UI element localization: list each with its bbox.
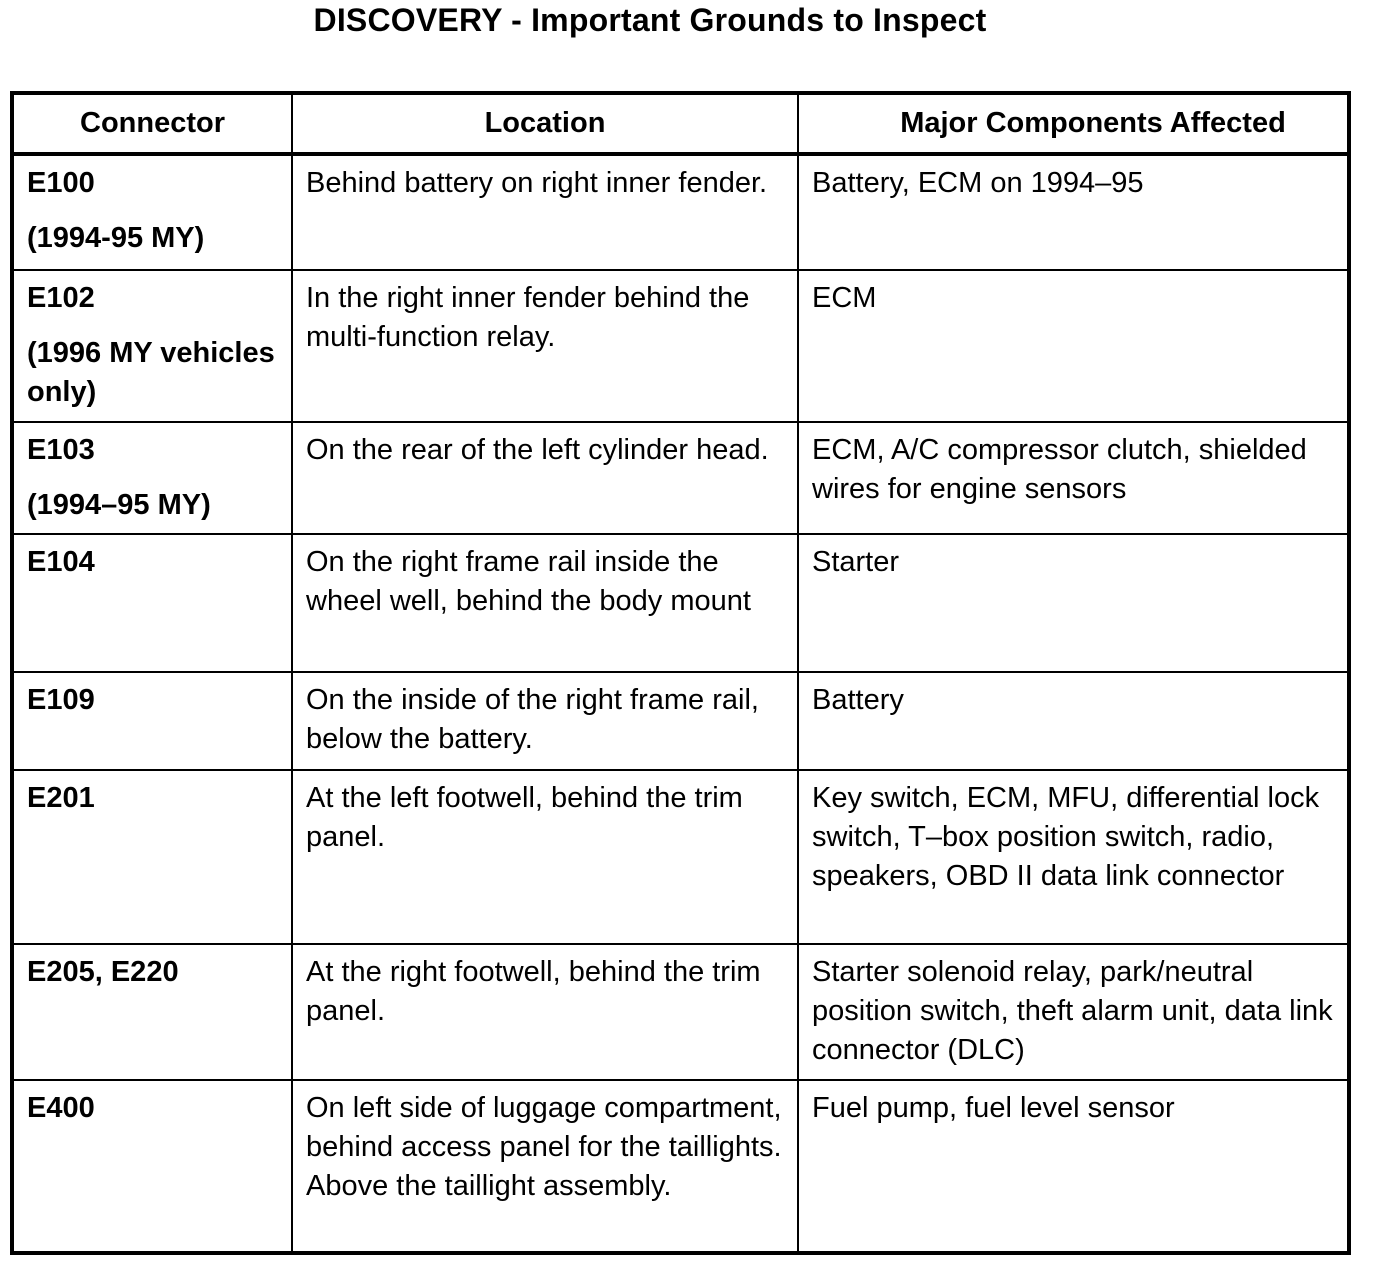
- connector-id: E400: [27, 1092, 95, 1124]
- table-row: [12, 770, 1349, 944]
- connector-cell: [12, 534, 292, 672]
- connector-note: (1996 MY vehicles only): [27, 337, 275, 408]
- connector-id: E205, E220: [27, 956, 179, 988]
- table-row: [12, 270, 1349, 422]
- header-components: Major Components Affected: [798, 93, 1349, 154]
- table-row: [12, 1080, 1349, 1253]
- components-cell: Starter: [798, 534, 1349, 672]
- table-row: [12, 672, 1349, 770]
- components-cell: ECM, A/C compressor clutch, shielded wires for engine sensors: [798, 422, 1349, 534]
- components-cell: Battery, ECM on 1994–95: [798, 154, 1349, 270]
- connector-cell: [12, 422, 292, 534]
- components-cell: ECM: [798, 270, 1349, 422]
- location-cell: In the right inner fender behind the multi-function relay.: [292, 270, 798, 422]
- header-connector: Connector: [12, 93, 292, 154]
- location-cell: On the right frame rail inside the wheel well, behind the body mount: [292, 534, 798, 672]
- components-cell: Starter solenoid relay, park/neutral position switch, theft alarm unit, data link connector (DLC): [798, 944, 1349, 1080]
- connector-id: E109: [27, 684, 95, 716]
- connector-cell: [12, 672, 292, 770]
- connector-cell: [12, 1080, 292, 1253]
- location-cell: On the rear of the left cylinder head.: [292, 422, 798, 534]
- connector-cell: [12, 770, 292, 944]
- header-location: Location: [292, 93, 798, 154]
- connector-id: E104: [27, 546, 95, 578]
- connector-cell: [12, 154, 292, 270]
- connector-note: (1994-95 MY): [27, 222, 205, 254]
- table-row: [12, 944, 1349, 1080]
- components-cell: Fuel pump, fuel level sensor: [798, 1080, 1349, 1253]
- location-cell: At the right footwell, behind the trim panel.: [292, 944, 798, 1080]
- connector-id: E201: [27, 782, 95, 814]
- grounds-table: [10, 91, 1351, 1255]
- location-cell: On the inside of the right frame rail, below the battery.: [292, 672, 798, 770]
- table-row: [12, 534, 1349, 672]
- location-cell: On left side of luggage compartment, behind access panel for the taillights. Above the taillight assembly.: [292, 1080, 798, 1253]
- connector-cell: [12, 270, 292, 422]
- components-cell: Battery: [798, 672, 1349, 770]
- connector-id: E103: [27, 434, 95, 466]
- connector-id: E100: [27, 167, 95, 199]
- connector-note: (1994–95 MY): [27, 489, 211, 521]
- table-row: [12, 422, 1349, 534]
- location-cell: At the left footwell, behind the trim panel.: [292, 770, 798, 944]
- connector-cell: [12, 944, 292, 1080]
- components-cell: Key switch, ECM, MFU, differential lock switch, T–box position switch, radio, speakers, OBD II data link connector: [798, 770, 1349, 944]
- table-header-row: [12, 93, 1349, 154]
- table-row: [12, 154, 1349, 270]
- page-title: DISCOVERY - Important Grounds to Inspect: [313, 2, 987, 38]
- location-cell: Behind battery on right inner fender.: [292, 154, 798, 270]
- connector-id: E102: [27, 282, 95, 314]
